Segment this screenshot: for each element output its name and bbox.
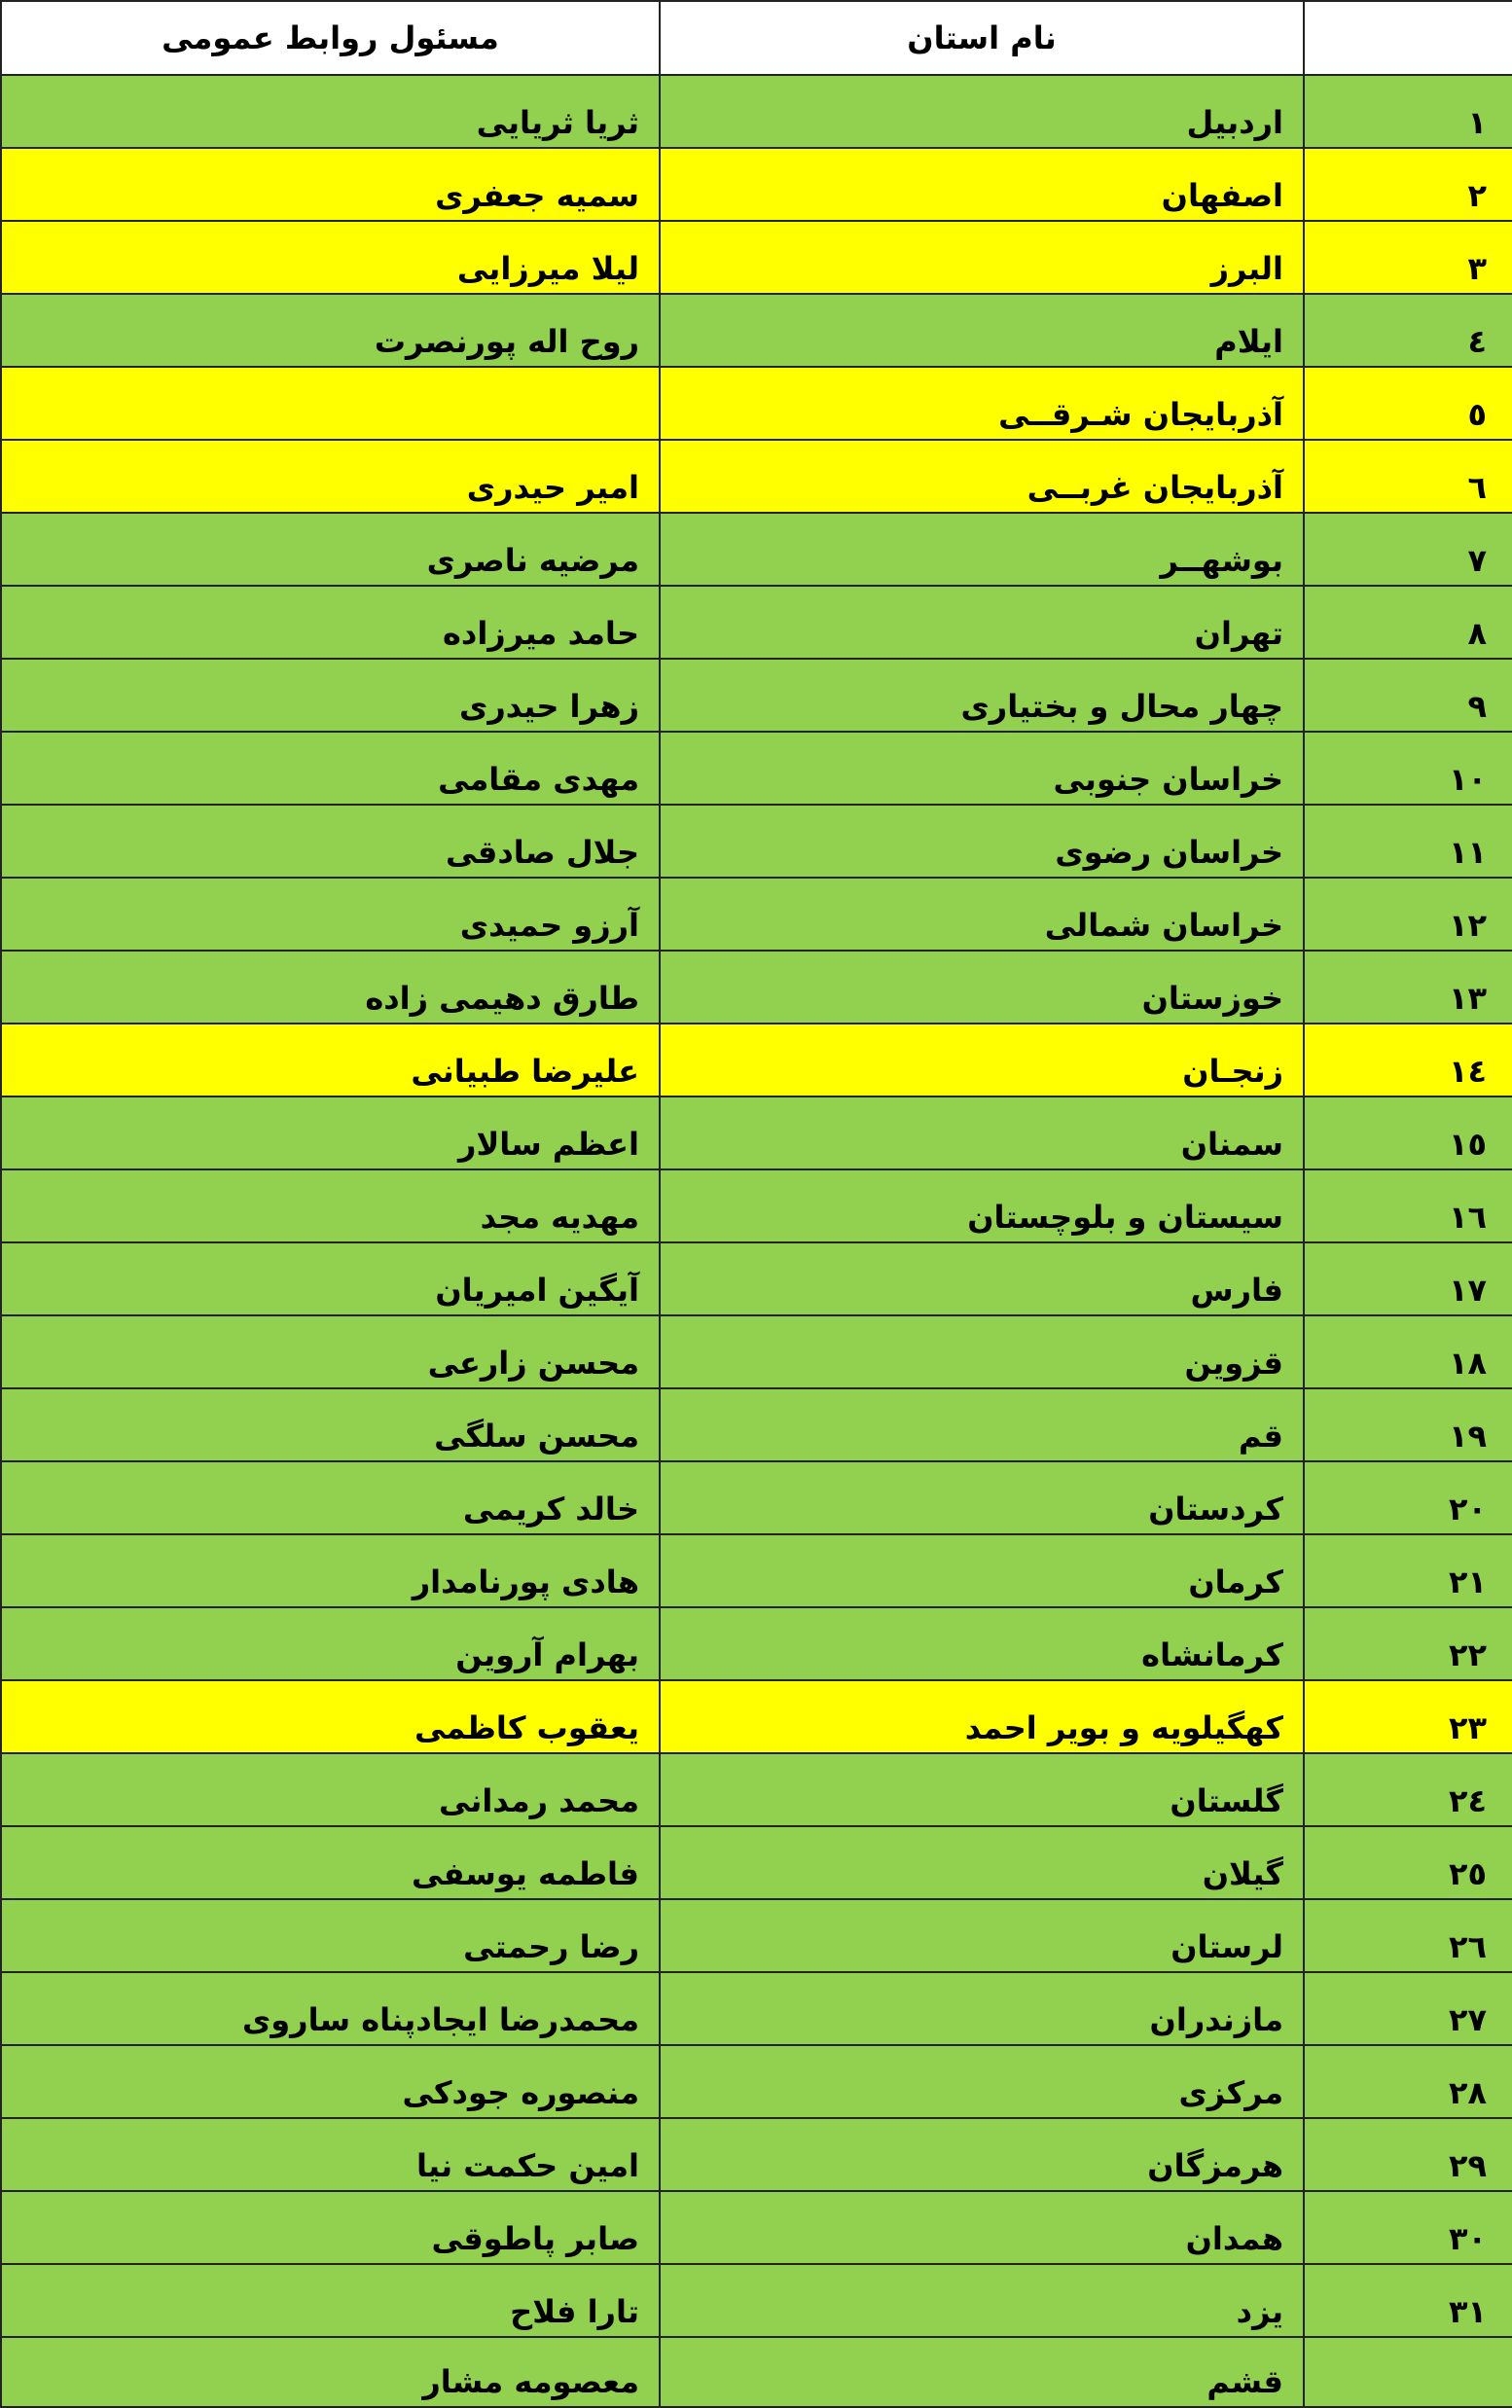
cell-pr-officer[interactable]: مهدیه مجد [1, 1169, 660, 1242]
table-body [1, 75, 1512, 2407]
cell-number[interactable]: ۲٦ [1304, 1899, 1512, 1972]
cell-pr-officer[interactable]: تارا فلاح [1, 2264, 660, 2337]
table-row [1, 1096, 1512, 1169]
cell-pr-officer[interactable]: معصومه مشار [1, 2337, 660, 2407]
table-row [1, 1899, 1512, 1972]
cell-number[interactable]: ۲۰ [1304, 1461, 1512, 1534]
cell-pr-officer[interactable]: امین حکمت نیا [1, 2118, 660, 2191]
table-row [1, 1315, 1512, 1388]
cell-number[interactable]: ۱۲ [1304, 878, 1512, 951]
table-row [1, 951, 1512, 1024]
cell-pr-officer[interactable]: محسن سلگی [1, 1388, 660, 1461]
table-row [1, 805, 1512, 878]
table-row [1, 1826, 1512, 1899]
cell-province[interactable]: گیلان [660, 1826, 1304, 1899]
cell-pr-officer[interactable]: رضا رحمتی [1, 1899, 660, 1972]
table-row [1, 1972, 1512, 2045]
table-row [1, 1607, 1512, 1680]
cell-province[interactable]: خراسان جنوبی [660, 732, 1304, 805]
cell-number[interactable]: ۲٥ [1304, 1826, 1512, 1899]
cell-pr-officer[interactable]: مهدی مقامی [1, 732, 660, 805]
cell-number[interactable]: ۳ [1304, 221, 1512, 294]
cell-number[interactable]: ۹ [1304, 659, 1512, 732]
table-row [1, 1242, 1512, 1315]
cell-pr-officer[interactable]: زهرا حیدری [1, 659, 660, 732]
cell-province[interactable]: یزد [660, 2264, 1304, 2337]
cell-number[interactable]: ٤ [1304, 294, 1512, 367]
cell-province[interactable]: فارس [660, 1242, 1304, 1315]
cell-number[interactable]: ۲۷ [1304, 1972, 1512, 2045]
table-row [1, 1169, 1512, 1242]
cell-number[interactable]: ۲۳ [1304, 1680, 1512, 1753]
cell-pr-officer[interactable]: بهرام آروین [1, 1607, 660, 1680]
cell-number[interactable]: ۱٥ [1304, 1096, 1512, 1169]
cell-province[interactable]: خراسان رضوی [660, 805, 1304, 878]
cell-pr-officer[interactable]: علیرضا طبیانی [1, 1024, 660, 1096]
cell-province[interactable]: خوزستان [660, 951, 1304, 1024]
cell-province[interactable]: بوشهــر [660, 513, 1304, 586]
cell-number[interactable]: ۲۲ [1304, 1607, 1512, 1680]
cell-number[interactable]: ۳۰ [1304, 2191, 1512, 2264]
table-row [1, 1753, 1512, 1826]
cell-number[interactable]: ۱۸ [1304, 1315, 1512, 1388]
cell-number[interactable]: ۲٤ [1304, 1753, 1512, 1826]
table-row [1, 148, 1512, 221]
cell-province[interactable]: کرمان [660, 1534, 1304, 1607]
cell-province[interactable]: سمنان [660, 1096, 1304, 1169]
cell-pr-officer[interactable]: فاطمه یوسفی [1, 1826, 660, 1899]
table-row [1, 2264, 1512, 2337]
table-row [1, 1388, 1512, 1461]
cell-pr-officer[interactable]: ثریا ثریایی [1, 75, 660, 148]
table-row [1, 2337, 1512, 2407]
cell-pr-officer[interactable]: محمد رمدانی [1, 1753, 660, 1826]
cell-province[interactable]: اردبیل [660, 75, 1304, 148]
cell-province[interactable]: لرستان [660, 1899, 1304, 1972]
cell-pr-officer[interactable]: طارق دهیمی زاده [1, 951, 660, 1024]
cell-pr-officer[interactable]: صابر پاطوقی [1, 2191, 660, 2264]
cell-province[interactable]: مرکزی [660, 2045, 1304, 2118]
table-row [1, 294, 1512, 367]
cell-number[interactable]: ۱٤ [1304, 1024, 1512, 1096]
cell-province[interactable]: آذربایجان شـرقــی [660, 367, 1304, 440]
cell-pr-officer[interactable]: یعقوب کاظمی [1, 1680, 660, 1753]
cell-pr-officer[interactable]: اعظم سالار [1, 1096, 660, 1169]
table-row [1, 1680, 1512, 1753]
cell-pr-officer[interactable]: روح اله پورنصرت [1, 294, 660, 367]
cell-number[interactable]: ۱٦ [1304, 1169, 1512, 1242]
cell-pr-officer[interactable]: حامد میرزاده [1, 586, 660, 659]
cell-province[interactable]: هرمزگان [660, 2118, 1304, 2191]
cell-province[interactable]: چهار محال و بختیاری [660, 659, 1304, 732]
table-row [1, 2118, 1512, 2191]
cell-pr-officer[interactable]: مرضیه ناصری [1, 513, 660, 586]
header-row [1, 1, 1512, 75]
cell-pr-officer[interactable]: منصوره جودکی [1, 2045, 660, 2118]
header-number[interactable] [1304, 1, 1512, 75]
table-row [1, 2191, 1512, 2264]
table-row [1, 75, 1512, 148]
cell-number[interactable] [1304, 2337, 1512, 2407]
cell-province[interactable]: تهران [660, 586, 1304, 659]
cell-number[interactable]: ۷ [1304, 513, 1512, 586]
table-row [1, 440, 1512, 513]
cell-number[interactable]: ۱۱ [1304, 805, 1512, 878]
cell-number[interactable]: ۱۰ [1304, 732, 1512, 805]
cell-pr-officer[interactable] [1, 367, 660, 440]
cell-province[interactable]: سیستان و بلوچستان [660, 1169, 1304, 1242]
cell-pr-officer[interactable]: خالد کریمی [1, 1461, 660, 1534]
cell-province[interactable]: گلستان [660, 1753, 1304, 1826]
cell-province[interactable]: قزوین [660, 1315, 1304, 1388]
cell-province[interactable]: کرمانشاه [660, 1607, 1304, 1680]
cell-province[interactable]: همدان [660, 2191, 1304, 2264]
cell-pr-officer[interactable]: امیر حیدری [1, 440, 660, 513]
table-row [1, 732, 1512, 805]
cell-pr-officer[interactable]: آیگین امیریان [1, 1242, 660, 1315]
cell-pr-officer[interactable]: آرزو حمیدی [1, 878, 660, 951]
table-row [1, 878, 1512, 951]
cell-province[interactable]: اصفهان [660, 148, 1304, 221]
table-row [1, 221, 1512, 294]
cell-number[interactable]: ۱۳ [1304, 951, 1512, 1024]
table-row [1, 586, 1512, 659]
cell-number[interactable]: ۱۷ [1304, 1242, 1512, 1315]
cell-number[interactable]: ۳۱ [1304, 2264, 1512, 2337]
table-row [1, 513, 1512, 586]
cell-number[interactable]: ۲ [1304, 148, 1512, 221]
cell-number[interactable]: ۱ [1304, 75, 1512, 148]
cell-number[interactable]: ۲۹ [1304, 2118, 1512, 2191]
cell-pr-officer[interactable]: محسن زارعی [1, 1315, 660, 1388]
table-row [1, 1024, 1512, 1096]
cell-number[interactable]: ۲۱ [1304, 1534, 1512, 1607]
header-province[interactable]: نام استان [660, 1, 1304, 75]
cell-province[interactable]: البرز [660, 221, 1304, 294]
cell-province[interactable]: قم [660, 1388, 1304, 1461]
cell-number[interactable]: ۱۹ [1304, 1388, 1512, 1461]
cell-number[interactable]: ۲۸ [1304, 2045, 1512, 2118]
cell-province[interactable]: مازندران [660, 1972, 1304, 2045]
cell-province[interactable]: قشم [660, 2337, 1304, 2407]
table-row [1, 367, 1512, 440]
cell-province[interactable]: زنجـان [660, 1024, 1304, 1096]
table-row [1, 1534, 1512, 1607]
cell-number[interactable]: ٦ [1304, 440, 1512, 513]
cell-pr-officer[interactable]: سمیه جعفری [1, 148, 660, 221]
cell-pr-officer[interactable]: محمدرضا ایجادپناه ساروی [1, 1972, 660, 2045]
cell-pr-officer[interactable]: هادی پورنامدار [1, 1534, 660, 1607]
cell-pr-officer[interactable]: لیلا میرزایی [1, 221, 660, 294]
table-row [1, 659, 1512, 732]
cell-number[interactable]: ۸ [1304, 586, 1512, 659]
cell-number[interactable]: ٥ [1304, 367, 1512, 440]
cell-province[interactable]: ایلام [660, 294, 1304, 367]
table-row [1, 2045, 1512, 2118]
cell-province[interactable]: کهگیلویه و بویر احمد [660, 1680, 1304, 1753]
cell-province[interactable]: خراسان شمالی [660, 878, 1304, 951]
table-row [1, 1461, 1512, 1534]
cell-province[interactable]: آذربایجان غربــی [660, 440, 1304, 513]
cell-pr-officer[interactable]: جلال صادقی [1, 805, 660, 878]
cell-province[interactable]: کردستان [660, 1461, 1304, 1534]
header-pr-officer[interactable]: مسئول روابط عمومی [1, 1, 660, 75]
